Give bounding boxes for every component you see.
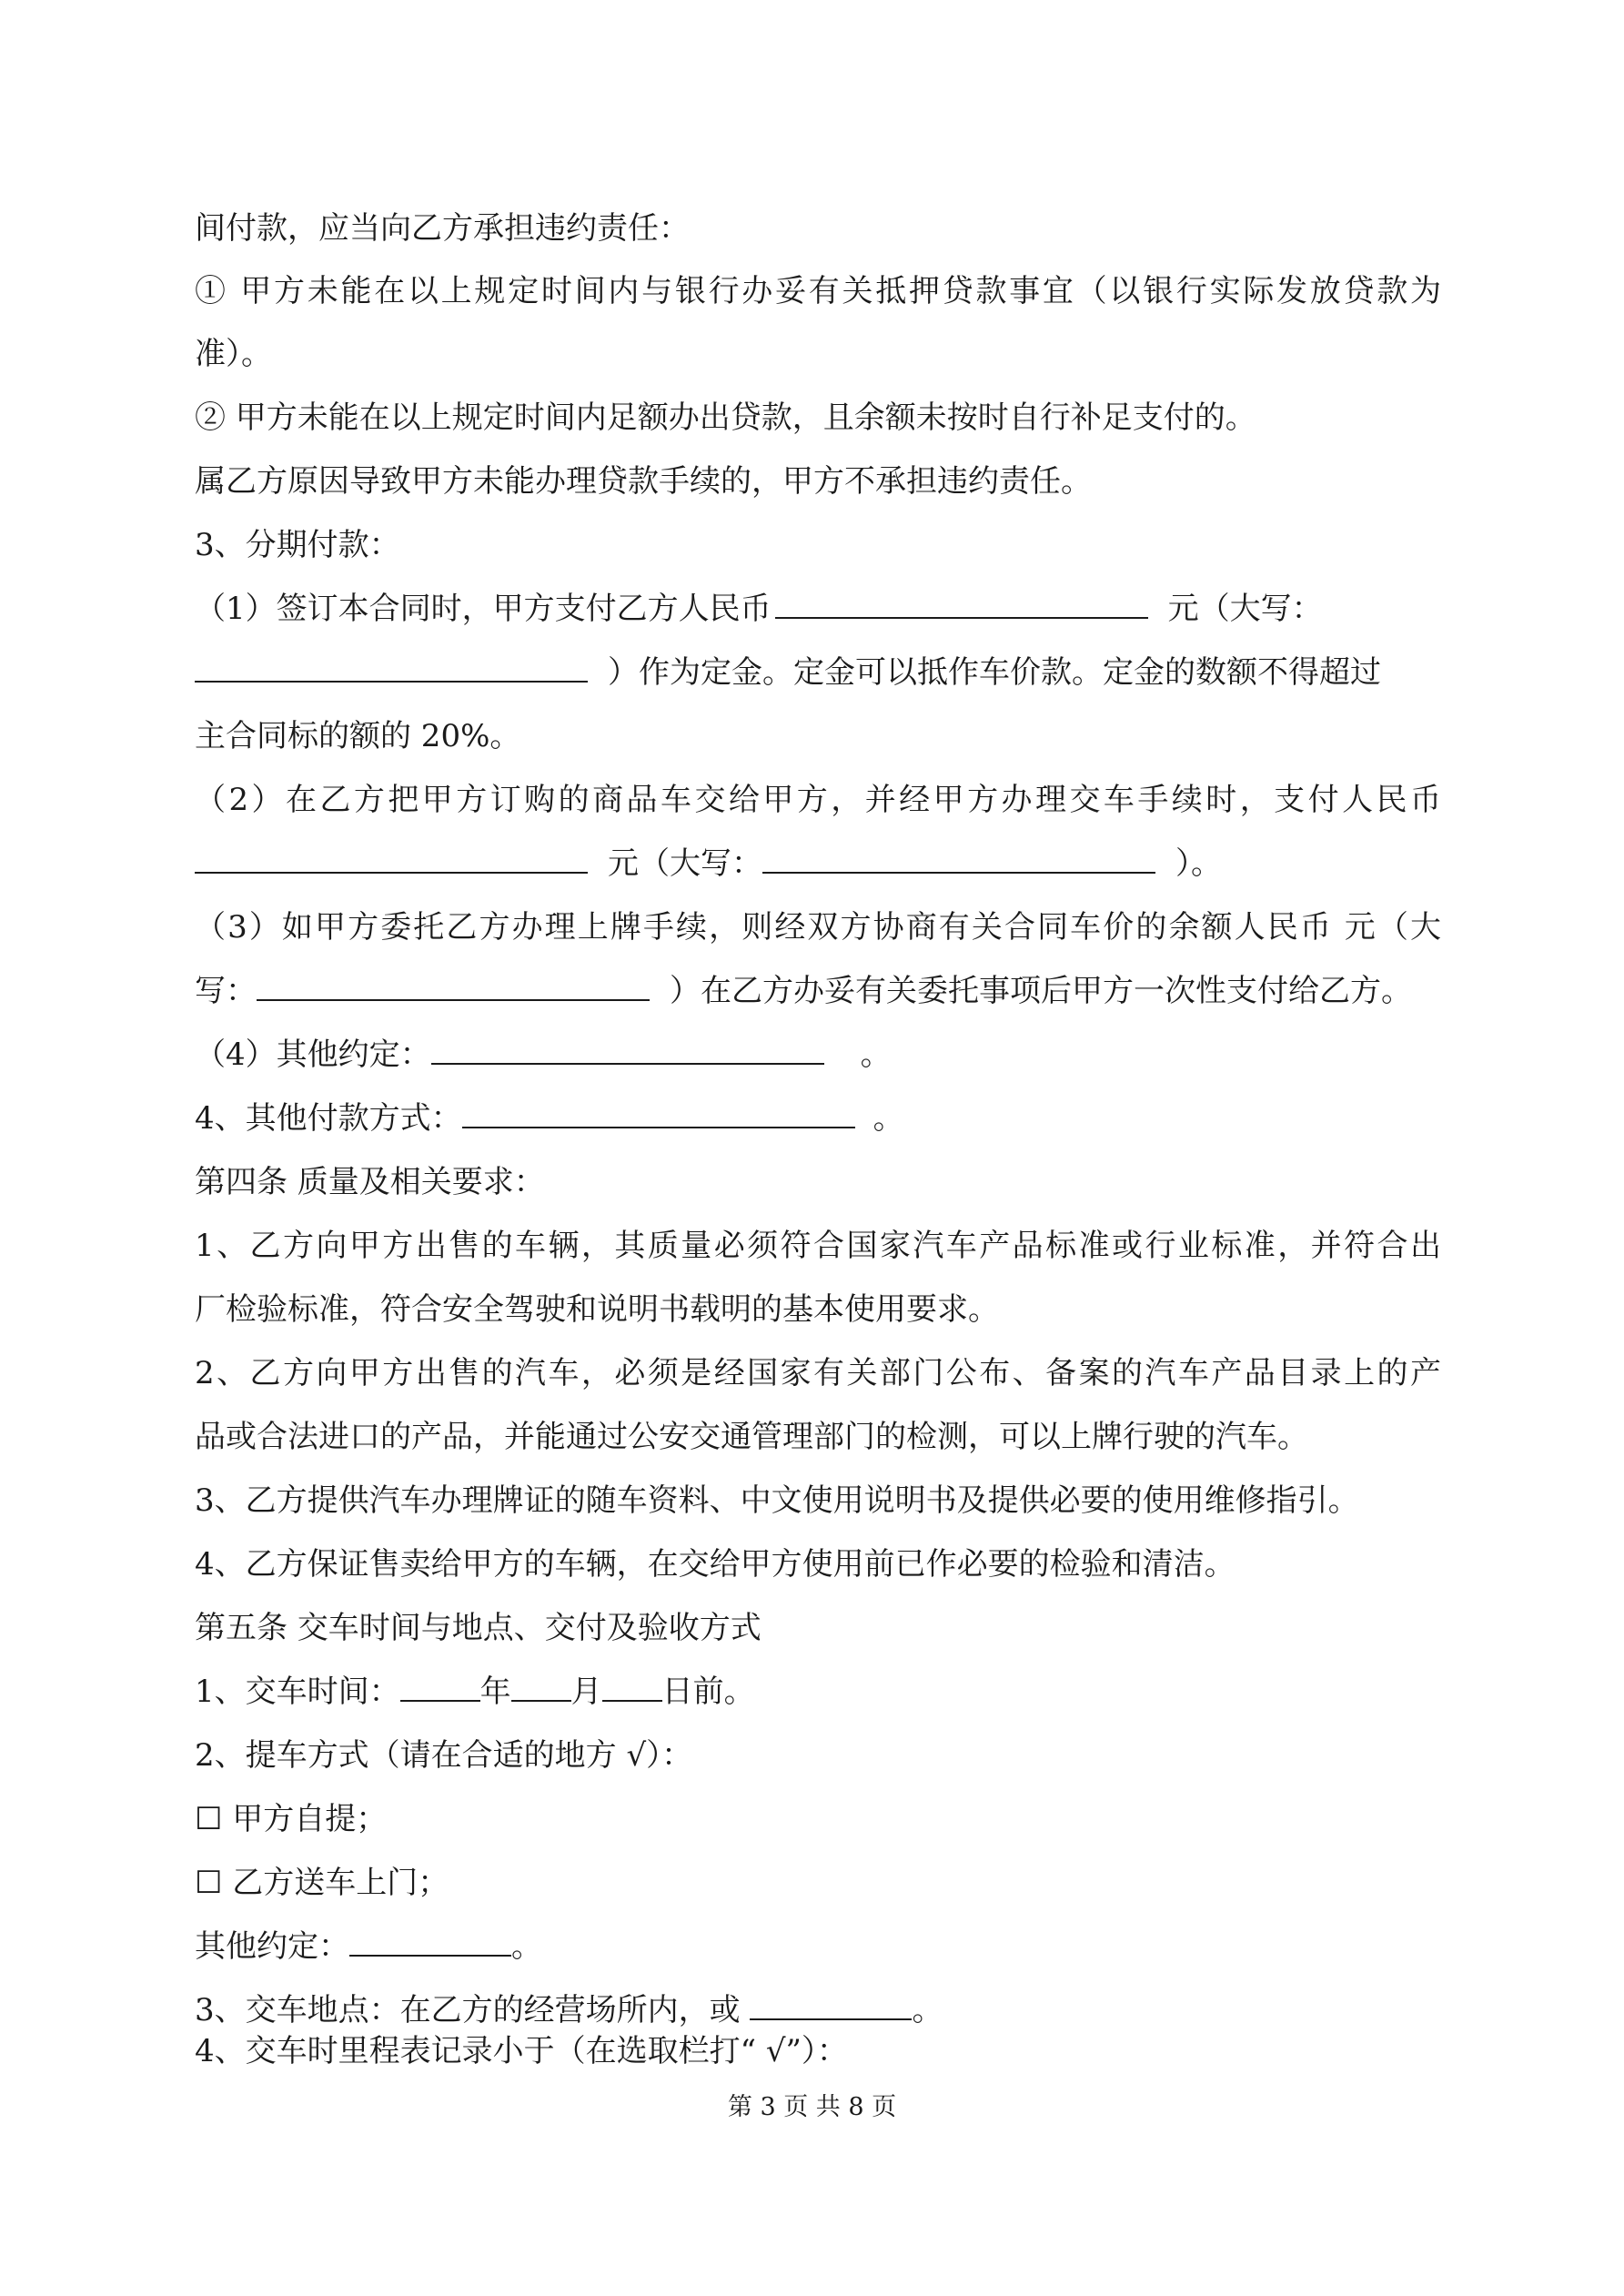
line-text: 写： — [195, 973, 257, 1009]
line-text: 1、交车时间： — [195, 1674, 400, 1710]
line-text: 。 — [511, 1928, 542, 1965]
text-line: （3）如甲方委托乙方办理上牌手续，则经双方协商有关合同车价的余额人民币 元（大 — [195, 909, 1441, 946]
line-text: 其他约定： — [195, 1928, 349, 1965]
line-text: 元（大写： — [608, 845, 762, 882]
line-text: 。 — [873, 1100, 904, 1137]
amount-blank[interactable] — [195, 845, 588, 874]
text-line — [195, 836, 1441, 891]
amount-words-blank[interactable] — [257, 972, 650, 1001]
text-line: 厂检验标准，符合安全驾驶和说明书载明的基本使用要求。 — [195, 1291, 999, 1328]
day-blank[interactable] — [602, 1673, 662, 1702]
text-line — [195, 1091, 1441, 1146]
section-heading: 第四条 质量及相关要求： — [195, 1164, 545, 1200]
text-line: 2、提车方式（请在合适的地方 √）： — [195, 1737, 693, 1774]
amount-words-blank[interactable] — [195, 653, 588, 683]
line-text: 。 — [860, 1037, 892, 1073]
text-line: （2）在乙方把甲方订购的商品车交给甲方，并经甲方办理交车手续时，支付人民币 — [195, 782, 1441, 818]
line-text: ）。 — [1175, 845, 1222, 882]
text-line — [195, 964, 1441, 1018]
text-line: 4、交车时里程表记录小于（在选取栏打“ √”）： — [195, 2033, 848, 2069]
text-line: 3、分期付款： — [195, 527, 400, 563]
amount-blank[interactable] — [775, 590, 1148, 619]
text-line: 主合同标的额的 20%。 — [195, 718, 521, 754]
line-text: 3、交车地点：在乙方的经营场所内，或 — [195, 1992, 751, 2028]
line-text: （1）签订本合同时，甲方支付乙方人民币 — [195, 591, 772, 627]
text-line: 1、乙方向甲方出售的车辆，其质量必须符合国家汽车产品标准或行业标准，并符合出 — [195, 1228, 1441, 1264]
line-text: 年 — [479, 1674, 511, 1710]
amount-words-blank[interactable] — [762, 845, 1155, 874]
text-line: ② 甲方未能在以上规定时间内足额办出贷款，且余额未按时自行补足支付的。 — [195, 400, 1256, 436]
text-line: 品或合法进口的产品，并能通过公安交通管理部门的检测，可以上牌行驶的汽车。 — [195, 1419, 1308, 1455]
year-blank[interactable] — [400, 1673, 480, 1702]
text-line: 间付款，应当向乙方承担违约责任： — [195, 210, 690, 247]
checkbox-option[interactable]: ☐ 甲方自提； — [195, 1801, 388, 1837]
month-blank[interactable] — [511, 1673, 571, 1702]
other-agreement-blank[interactable] — [349, 1927, 511, 1957]
other-agreement-blank[interactable] — [431, 1036, 824, 1065]
line-text: 元（大写： — [1167, 591, 1323, 627]
text-line — [195, 1919, 1441, 1974]
text-line: 准）。 — [195, 336, 272, 372]
text-line — [195, 582, 1441, 636]
text-line — [195, 645, 1441, 700]
checkbox-option[interactable]: ☐ 乙方送车上门； — [195, 1865, 449, 1901]
line-text: ）作为定金。定金可以抵作车价款。定金的数额不得超过 — [608, 654, 1381, 691]
section-heading: 第五条 交车时间与地点、交付及验收方式 — [195, 1610, 762, 1646]
text-line — [195, 1027, 1441, 1082]
text-line: 4、乙方保证售卖给甲方的车辆，在交给甲方使用前已作必要的检验和清洁。 — [195, 1546, 1236, 1583]
line-text: 月 — [570, 1674, 602, 1710]
text-line: ① 甲方未能在以上规定时间内与银行办妥有关抵押贷款事宜（以银行实际发放贷款为 — [195, 273, 1441, 309]
line-text: 。 — [912, 1992, 943, 2028]
line-text: ）在乙方办妥有关委托事项后甲方一次性支付给乙方。 — [670, 973, 1412, 1009]
location-blank[interactable] — [750, 1991, 912, 2020]
payment-method-blank[interactable] — [462, 1099, 855, 1128]
line-text: （4）其他约定： — [195, 1037, 431, 1073]
text-line — [195, 1664, 1441, 1719]
text-line: 属乙方原因导致甲方未能办理贷款手续的，甲方不承担违约责任。 — [195, 463, 1092, 500]
page-footer: 第 3 页 共 8 页 — [727, 2093, 897, 2121]
text-line: 3、乙方提供汽车办理牌证的随车资料、中文使用说明书及提供必要的使用维修指引。 — [195, 1482, 1359, 1519]
line-text: 4、其他付款方式： — [195, 1100, 462, 1137]
line-text: 日前。 — [661, 1674, 755, 1710]
text-line: 2、乙方向甲方出售的汽车，必须是经国家有关部门公布、备案的汽车产品目录上的产 — [195, 1355, 1441, 1391]
